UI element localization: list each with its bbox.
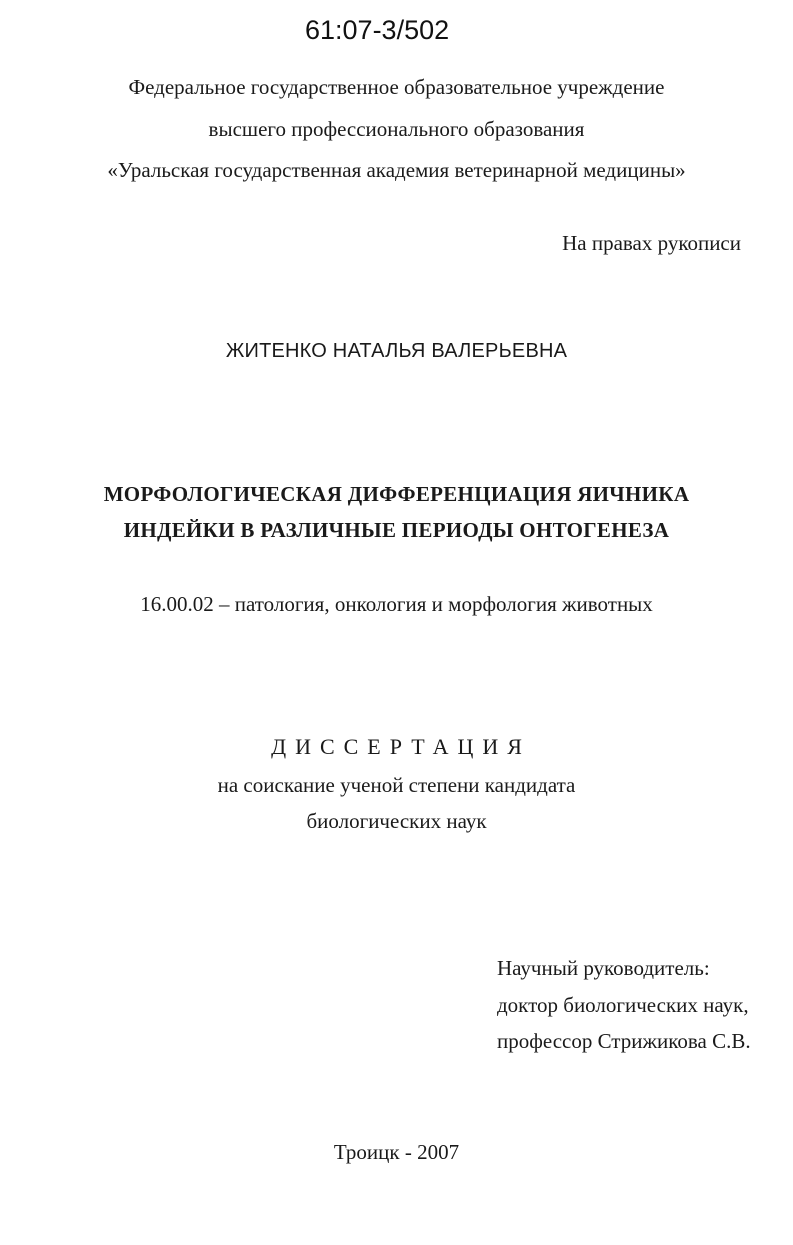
advisor-degree: доктор биологических наук, [497, 993, 749, 1017]
specialty-code: 16.00.02 – патология, онкология и морфология животных [140, 592, 653, 616]
institution-line-3: «Уральская государственная академия ветеринарной медицины» [107, 158, 686, 182]
archive-stamp-code: 61:07-3/502 [305, 15, 450, 45]
thesis-title-line-1: МОРФОЛОГИЧЕСКАЯ ДИФФЕРЕНЦИАЦИЯ ЯИЧНИКА [103, 482, 690, 506]
degree-line-2: биологических наук [306, 809, 487, 833]
thesis-title-line-2: ИНДЕЙКИ В РАЗЛИЧНЫЕ ПЕРИОДЫ ОНТОГЕНЕЗА [123, 518, 670, 542]
document-type: ДИССЕРТАЦИЯ [271, 734, 531, 759]
manuscript-note: На правах рукописи [562, 231, 741, 255]
institution-line-2: высшего профессионального образования [208, 117, 585, 141]
degree-line-1: на соискание ученой степени кандидата [217, 773, 576, 797]
place-and-year: Троицк - 2007 [333, 1140, 460, 1164]
advisor-label: Научный руководитель: [497, 956, 710, 980]
advisor-name: профессор Стрижикова С.В. [497, 1029, 751, 1053]
institution-line-1: Федеральное государственное образовательное учреждение [128, 75, 665, 99]
author-name: ЖИТЕНКО НАТАЛЬЯ ВАЛЕРЬЕВНА [225, 340, 568, 362]
